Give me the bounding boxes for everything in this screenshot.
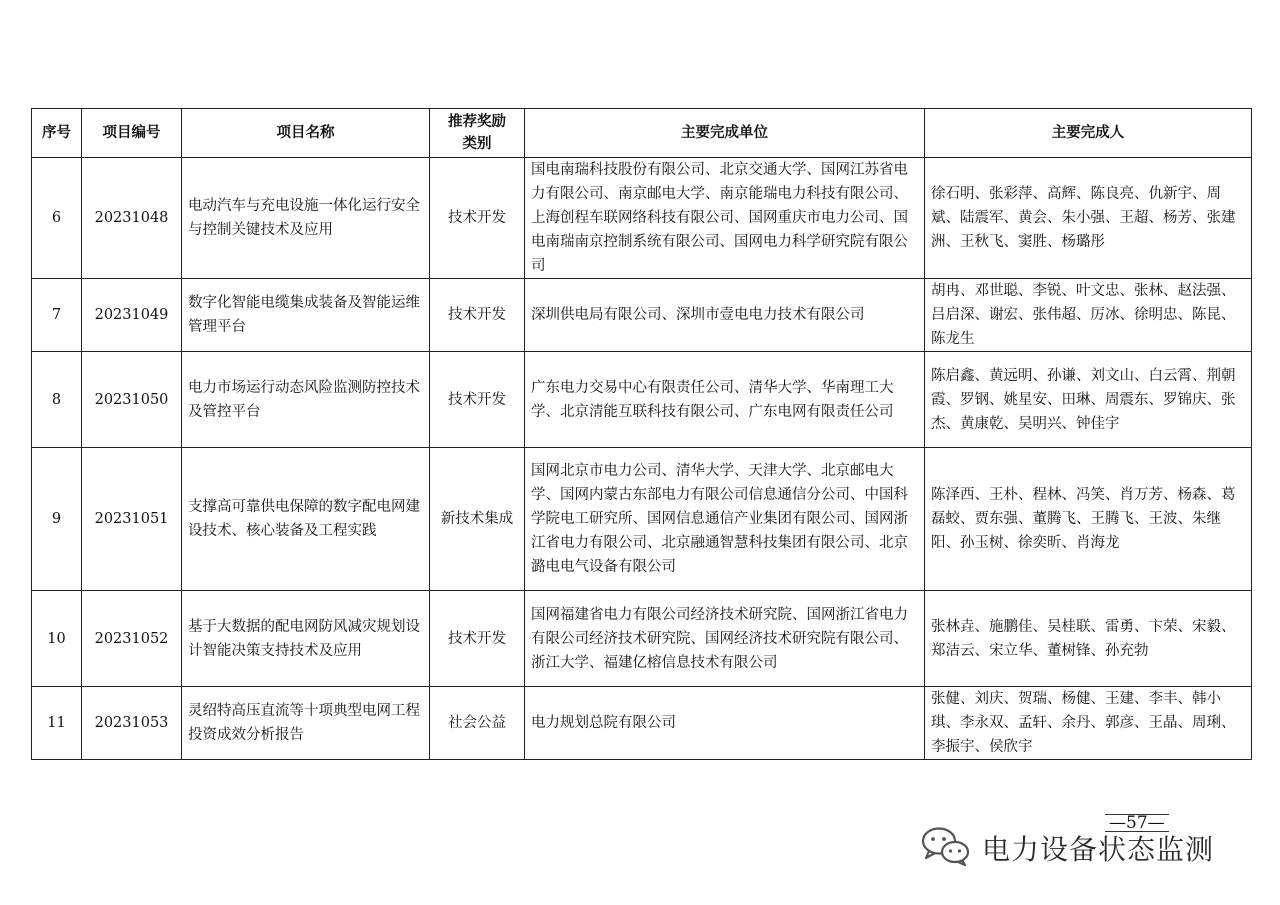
row-units: 国电南瑞科技股份有限公司、北京交通大学、国网江苏省电力有限公司、南京邮电大学、南京能瑞电力科技有限公司、上海创程车联网络科技有限公司、国网重庆市电力公司、国电南瑞南京控制系统有限公司、国网电力科学研究院有限公司 xyxy=(525,158,925,279)
row-units: 深圳供电局有限公司、深圳市壹电电力技术有限公司 xyxy=(525,279,925,352)
awards-table xyxy=(31,108,1252,760)
col-header-units: 主要完成单位 xyxy=(525,109,925,158)
row-code: 20231050 xyxy=(82,352,182,448)
row-people: 张健、刘庆、贺瑞、杨健、王建、李丰、韩小琪、李永双、孟轩、余丹、郭彦、王晶、周琍、李振宇、侯欣宇 xyxy=(925,687,1252,760)
header-row xyxy=(32,109,1252,158)
row-category: 技术开发 xyxy=(430,591,525,687)
row-people: 陈泽西、王朴、程林、冯笑、肖万芳、杨森、葛磊蛟、贾东强、董腾飞、王腾飞、王波、朱继阳、孙玉树、徐奕昕、肖海龙 xyxy=(925,448,1252,591)
row-code: 20231051 xyxy=(82,448,182,591)
watermark-text: 电力设备状态监测 xyxy=(982,833,1215,866)
wechat-icon xyxy=(920,825,972,871)
row-category: 技术开发 xyxy=(430,158,525,279)
row-code: 20231052 xyxy=(82,591,182,687)
row-project-name: 基于大数据的配电网防风减灾规划设计智能决策支持技术及应用 xyxy=(182,591,430,687)
row-no: 11 xyxy=(32,687,82,760)
page-number: —57— xyxy=(1105,814,1169,832)
row-category: 社会公益 xyxy=(430,687,525,760)
row-code: 20231048 xyxy=(82,158,182,279)
row-no: 10 xyxy=(32,591,82,687)
row-no: 6 xyxy=(32,158,82,279)
col-header-code: 项目编号 xyxy=(82,109,182,158)
row-project-name: 支撑高可靠供电保障的数字配电网建设技术、核心装备及工程实践 xyxy=(182,448,430,591)
table-row xyxy=(32,591,1252,687)
row-code: 20231053 xyxy=(82,687,182,760)
row-code: 20231049 xyxy=(82,279,182,352)
row-people: 徐石明、张彩萍、高辉、陈良亮、仇新宇、周斌、陆震军、黄会、朱小强、王超、杨芳、张建洲、王秋飞、窦胜、杨璐彤 xyxy=(925,158,1252,279)
table-row xyxy=(32,352,1252,448)
row-category: 技术开发 xyxy=(430,352,525,448)
row-units: 电力规划总院有限公司 xyxy=(525,687,925,760)
row-no: 7 xyxy=(32,279,82,352)
row-units: 广东电力交易中心有限责任公司、清华大学、华南理工大学、北京清能互联科技有限公司、广东电网有限责任公司 xyxy=(525,352,925,448)
col-header-people: 主要完成人 xyxy=(925,109,1252,158)
col-header-name: 项目名称 xyxy=(182,109,430,158)
watermark xyxy=(920,826,1214,870)
row-no: 8 xyxy=(32,352,82,448)
col-header-category: 推荐奖励 类别 xyxy=(430,109,525,158)
row-units: 国网福建省电力有限公司经济技术研究院、国网浙江省电力有限公司经济技术研究院、国网经济技术研究院有限公司、浙江大学、福建亿榕信息技术有限公司 xyxy=(525,591,925,687)
table-row xyxy=(32,687,1252,760)
col-header-no: 序号 xyxy=(32,109,82,158)
table-row xyxy=(32,448,1252,591)
row-project-name: 灵绍特高压直流等十项典型电网工程投资成效分析报告 xyxy=(182,687,430,760)
row-no: 9 xyxy=(32,448,82,591)
row-category: 技术开发 xyxy=(430,279,525,352)
row-project-name: 电动汽车与充电设施一体化运行安全与控制关键技术及应用 xyxy=(182,158,430,279)
row-project-name: 数字化智能电缆集成装备及智能运维管理平台 xyxy=(182,279,430,352)
table-row xyxy=(32,279,1252,352)
row-project-name: 电力市场运行动态风险监测防控技术及管控平台 xyxy=(182,352,430,448)
row-people: 张林垚、施鹏佳、吴桂联、雷勇、卞荣、宋毅、郑洁云、宋立华、董树锋、孙充勃 xyxy=(925,591,1252,687)
row-people: 胡冉、邓世聪、李锐、叶文忠、张林、赵法强、吕启深、谢宏、张伟超、厉冰、徐明忠、陈昆、陈龙生 xyxy=(925,279,1252,352)
row-people: 陈启鑫、黄远明、孙谦、刘文山、白云霄、荆朝霞、罗钢、姚星安、田琳、周震东、罗锦庆、张杰、黄康乾、吴明兴、钟佳宇 xyxy=(925,352,1252,448)
table-row xyxy=(32,158,1252,279)
row-category: 新技术集成 xyxy=(430,448,525,591)
row-units: 国网北京市电力公司、清华大学、天津大学、北京邮电大学、国网内蒙古东部电力有限公司信息通信分公司、中国科学院电工研究所、国网信息通信产业集团有限公司、国网浙江省电力有限公司、北京融通智慧科技集团有限公司、北京潞电电气设备有限公司 xyxy=(525,448,925,591)
